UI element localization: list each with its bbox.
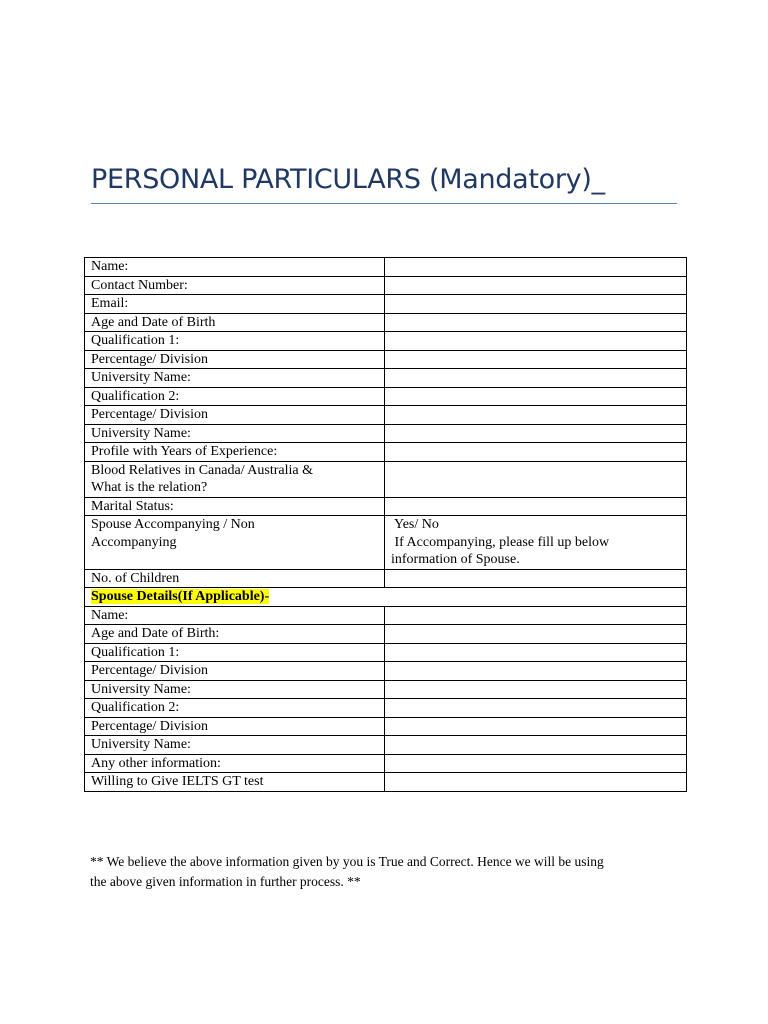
table-row	[85, 276, 687, 295]
spouse-section-label: Spouse Details(If Applicable)-	[91, 589, 270, 604]
field-value-cell[interactable]	[385, 516, 687, 570]
field-value-cell[interactable]	[385, 643, 687, 662]
field-value-cell[interactable]	[385, 773, 687, 792]
table-row	[85, 497, 687, 516]
table-row	[85, 680, 687, 699]
table-row	[85, 516, 687, 570]
field-value-cell[interactable]	[385, 680, 687, 699]
field-value-cell[interactable]	[385, 387, 687, 406]
table-row	[85, 295, 687, 314]
table-row	[85, 699, 687, 718]
field-label: Qualification 1:	[85, 332, 385, 351]
field-label: Percentage/ Division	[85, 406, 385, 425]
field-value-cell[interactable]	[385, 276, 687, 295]
table-row	[85, 662, 687, 681]
table-row	[85, 736, 687, 755]
field-label: Age and Date of Birth:	[85, 625, 385, 644]
table-row	[85, 625, 687, 644]
field-label: Qualification 1:	[85, 643, 385, 662]
footer-note	[90, 852, 680, 892]
field-label: University Name:	[85, 369, 385, 388]
field-label: Percentage/ Division	[85, 662, 385, 681]
field-value-cell[interactable]	[385, 258, 687, 277]
spouse-accompanying-options: Yes/ No	[391, 517, 439, 532]
table-row	[85, 754, 687, 773]
field-label-line: What is the relation?	[91, 480, 208, 495]
field-value-cell[interactable]	[385, 461, 687, 497]
field-value-cell[interactable]	[385, 295, 687, 314]
field-label: Age and Date of Birth	[85, 313, 385, 332]
field-label: University Name:	[85, 424, 385, 443]
table-row	[85, 773, 687, 792]
field-label: Qualification 2:	[85, 699, 385, 718]
personal-particulars-table	[84, 257, 687, 792]
field-label: Percentage/ Division	[85, 717, 385, 736]
field-label	[85, 516, 385, 570]
field-value-cell[interactable]	[385, 443, 687, 462]
page-title: PERSONAL PARTICULARS (Mandatory)_	[91, 164, 605, 195]
table-row	[85, 387, 687, 406]
field-label	[85, 461, 385, 497]
field-label-line: Accompanying	[91, 534, 177, 550]
field-value-cell[interactable]	[385, 699, 687, 718]
field-value-cell[interactable]	[385, 606, 687, 625]
table-row	[85, 313, 687, 332]
field-label: Contact Number:	[85, 276, 385, 295]
field-label: Profile with Years of Experience:	[85, 443, 385, 462]
field-label: Willing to Give IELTS GT test	[85, 773, 385, 792]
field-label: Marital Status:	[85, 497, 385, 516]
field-value-cell[interactable]	[385, 736, 687, 755]
field-label: Name:	[85, 258, 385, 277]
table-row	[85, 258, 687, 277]
table-row	[85, 606, 687, 625]
spouse-section-header	[85, 588, 687, 607]
table-row	[85, 369, 687, 388]
title-underline	[91, 203, 677, 204]
field-label-line: Spouse Accompanying / Non	[91, 517, 255, 532]
footer-note-line: the above given information in further process. **	[90, 874, 361, 889]
table-row	[85, 332, 687, 351]
table-row	[85, 424, 687, 443]
table-row	[85, 406, 687, 425]
field-label-line: Blood Relatives in Canada/ Australia &	[91, 462, 314, 478]
table-row	[85, 350, 687, 369]
table-row	[85, 443, 687, 462]
field-value-cell[interactable]	[385, 350, 687, 369]
field-value-cell[interactable]	[385, 406, 687, 425]
table-row	[85, 461, 687, 497]
field-value-cell[interactable]	[385, 497, 687, 516]
field-label: Percentage/ Division	[85, 350, 385, 369]
field-label: Email:	[85, 295, 385, 314]
table-row	[85, 569, 687, 588]
field-value-cell[interactable]	[385, 754, 687, 773]
field-label: University Name:	[85, 680, 385, 699]
footer-note-line: ** We believe the above information given by you is True and Correct. Hence we will be using	[90, 854, 604, 869]
spouse-accompanying-instruction: If Accompanying, please fill up below	[391, 534, 610, 550]
field-value-cell[interactable]	[385, 662, 687, 681]
field-value-cell[interactable]	[385, 569, 687, 588]
table-row	[85, 643, 687, 662]
field-label: University Name:	[85, 736, 385, 755]
field-value-cell[interactable]	[385, 332, 687, 351]
field-value-cell[interactable]	[385, 369, 687, 388]
field-label: Qualification 2:	[85, 387, 385, 406]
section-header-row	[85, 588, 687, 607]
field-label: No. of Children	[85, 569, 385, 588]
field-value-cell[interactable]	[385, 625, 687, 644]
field-value-cell[interactable]	[385, 424, 687, 443]
table-row	[85, 717, 687, 736]
field-label: Any other information:	[85, 754, 385, 773]
field-value-cell[interactable]	[385, 717, 687, 736]
field-value-cell[interactable]	[385, 313, 687, 332]
field-label: Name:	[85, 606, 385, 625]
spouse-accompanying-instruction-cont: information of Spouse.	[391, 552, 520, 567]
